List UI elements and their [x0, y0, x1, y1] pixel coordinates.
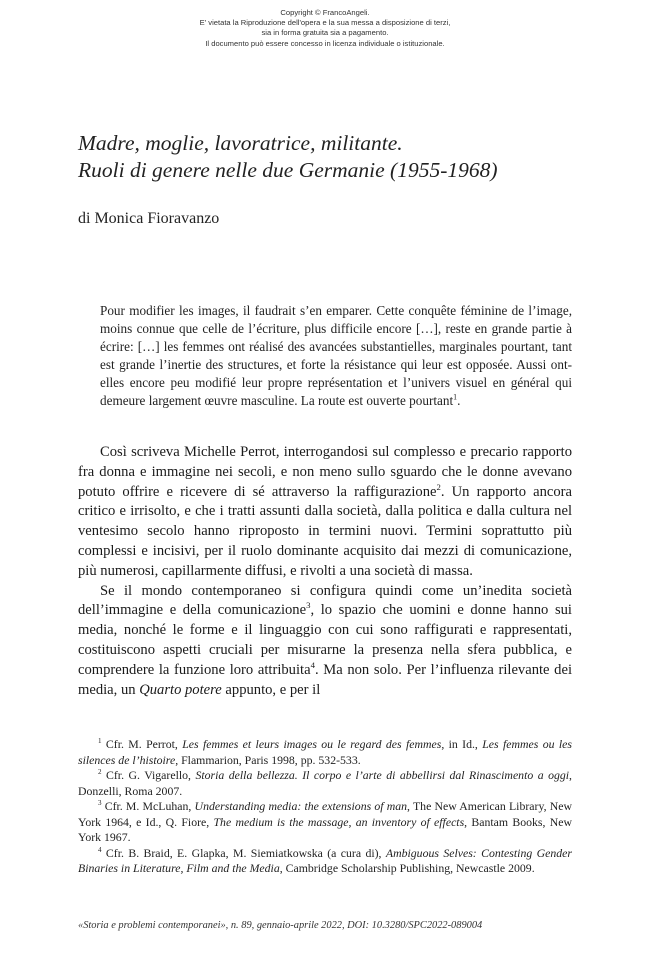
text-run: appunto, e per il	[221, 681, 321, 698]
text-run: , lo spazio che uomini e donne hanno sui media, nonché le forme e il linguaggio con cui sono raffigurati e rappresentati, costituiscono aspetti cruciali per misurarne la presenza nella sfera pubblica, e comprendere la funzione loro attribuita	[78, 602, 572, 678]
text-run: , Donzelli, Roma 2007.	[78, 768, 572, 798]
text-run: Cfr. M. Perrot,	[101, 737, 183, 751]
footnote-number: 2	[98, 768, 102, 777]
article-title	[78, 130, 598, 184]
footnote	[78, 846, 572, 877]
text-run: Cfr. B. Braid, E. Glapka, M. Siemiatkowska (a cura di),	[101, 845, 386, 860]
paragraph	[78, 582, 572, 701]
footnote-ref[interactable]: 3	[306, 600, 311, 611]
text-run: Se il mondo contemporaneo si configura quindi come un’inedita società dell’immagine e della comunicazione	[78, 582, 572, 619]
text-run: , The New American Library, New York 1964, e Id., Q. Fiore,	[78, 799, 572, 829]
italic-title: Understanding media: the extensions of man	[194, 799, 408, 813]
footnote-ref[interactable]: 1	[453, 392, 458, 402]
paragraph	[78, 443, 572, 582]
italic-title: Ambiguous Selves: Contesting Gender Binaries in Literature, Film and the Media	[78, 845, 572, 875]
italic-title: The medium is the massage, an inventory of effects	[213, 814, 465, 829]
title-line-1: Madre, moglie, lavoratrice, militante.	[78, 131, 403, 155]
text-run: , Bantam Books, New York 1967.	[78, 814, 572, 844]
copyright-line: Copyright © FrancoAngeli.	[280, 8, 370, 17]
title-line-2: Ruoli di genere nelle due Germanie (1955-1968)	[78, 158, 498, 182]
text-run: , Flammarion, Paris 1998, pp. 532-533.	[175, 752, 361, 767]
body-text	[78, 443, 572, 700]
footnote	[78, 799, 572, 846]
text-run: Cfr. M. McLuhan,	[101, 799, 195, 813]
epigraph-text: Pour modifier les images, il faudrait s’en emparer. Cette conquête féminine de l’image, moins connue que celle de l’écriture, plus difficile encore […], reste en grande partie à écrire: […] les femmes ont réalisé des avancées substantielles, marginales pourtant, tant est grande l’inertie des structures, et forte la résistance qui leur est opposée. Aussi ont-elles encore peu modifié leur propre représentation et l’univers visuel en général qui demeure largement œuvre masculine. La route est ouverte pourtant	[100, 303, 572, 408]
footnote-number: 1	[98, 737, 102, 746]
text-run: Così scriveva Michelle Perrot, interrogandosi sul complesso e precario rapporto fra donna e immagine nei secoli, e non meno sullo sguardo che le donne avevano potuto offrire e ricevere di sé attraverso la raffigurazione	[78, 444, 572, 500]
italic-title: Les femmes ou les silences de l’histoire	[78, 737, 572, 767]
journal-footer: «Storia e problemi contemporanei», n. 89, gennaio-aprile 2022, DOI: 10.3280/SPC2022-089004	[78, 920, 483, 931]
text-run: Cfr. G. Vigarello,	[101, 768, 196, 782]
footnote-number: 3	[98, 799, 102, 808]
copyright-line: Il documento può essere concesso in licenza individuale o istituzionale.	[205, 38, 445, 48]
footnote	[78, 768, 572, 799]
italic-term: Quarto potere	[139, 681, 222, 698]
epigraph-quote: Pour modifier les images, il faudrait s’en emparer. Cette conquête féminine de l’image, moins connue que celle de l’écriture, plus difficile encore […], reste en grande partie à écrire: […] les femmes ont réalisé des avancées substantielles, marginales pourtant, tant est grande l’inertie des structures, et forte la résistance qui leur est opposée. Aussi ont-elles encore peu modifié leur propre représentation et l’univers visuel en général qui demeure largement œuvre masculine. La route est ouverte pourtant$^1$.	[100, 303, 572, 408]
italic-title: Les femmes et leurs images ou le regard des femmes	[182, 737, 442, 751]
copyright-line: E' vietata la Riproduzione dell'opera e la sua messa a disposizione di terzi,	[199, 18, 451, 28]
author-byline: di Monica Fioravanzo	[78, 210, 220, 227]
footnotes	[78, 737, 572, 877]
footnote-ref[interactable]: 2	[436, 481, 441, 492]
footnote-number: 4	[98, 845, 102, 854]
text-run: . Ma non solo. Per l’influenza rilevante dei media, un	[78, 661, 573, 698]
text-run: . Un rapporto ancora critico e irrisolto, e che i tratti assunti dalla società, dalla politica e dalla cultura nel ventesimo secolo hanno riproposto in termini nuovi. Termini soprattutto più complessi e incisivi, per il ruolo dominante acquisito dai mezzi di comunicazione, più numerosi, capillarmente diffusi, e rivolti a una società di massa.	[78, 483, 572, 579]
italic-title: Storia della bellezza. Il corpo e l’arte di abbellirsi dal Rinascimento a oggi	[195, 768, 570, 782]
copyright-notice	[0, 8, 650, 49]
footnote	[78, 737, 572, 768]
copyright-line: sia in forma gratuita sia a pagamento.	[261, 28, 389, 38]
footnote-ref[interactable]: 4	[310, 659, 315, 670]
text-run: , Cambridge Scholarship Publishing, Newcastle 2009.	[279, 861, 535, 875]
text-run: , in Id.,	[441, 737, 483, 751]
